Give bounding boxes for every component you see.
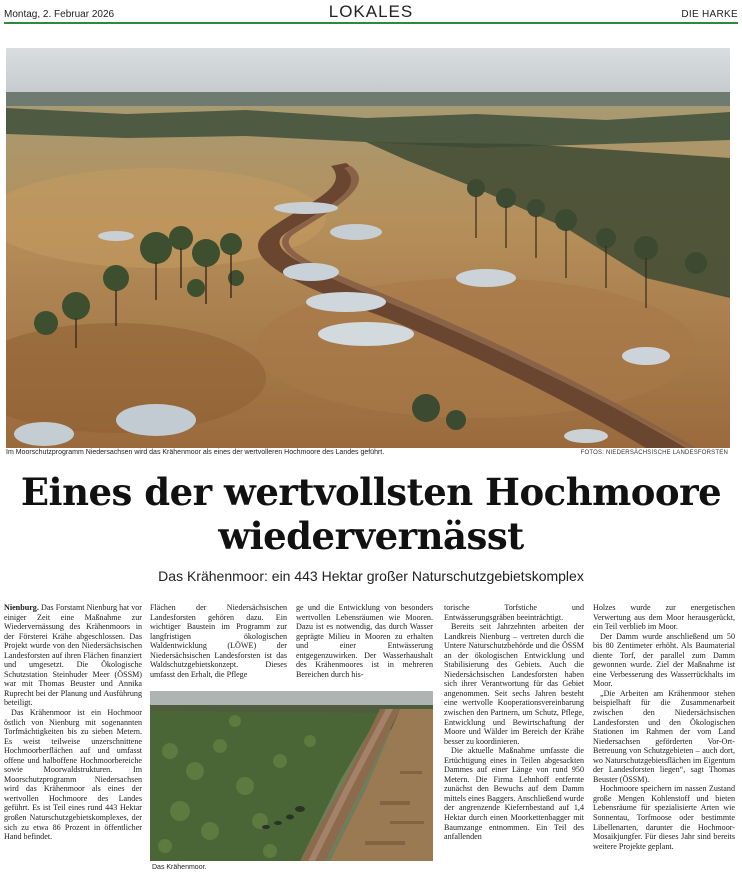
headline [0, 470, 742, 558]
article-column-2 [150, 603, 287, 679]
aerial-moor-illustration [6, 48, 730, 448]
dam-aerial-illustration [150, 691, 433, 861]
article-column-4 [444, 603, 584, 842]
secondary-photo [150, 691, 433, 861]
paragraph: torische Torfstiche und Entwässerungsgräben beeinträchtigt. [444, 603, 584, 622]
headline-line-1: Eines der wertvollsten Hochmoore [20, 470, 722, 514]
paragraph-text: Das Forstamt Nienburg hat vor einiger Zeit eine Maßnahme zur Wiedervernässung des Krähenmoors in der Försterei Krähe abgeschlossen. Das Projekt wurde von den Niedersächsischen Landesforsten auf ihren Flächen finanziert und umgesetzt. Die Ökologische Schutzstation Steinhuder Meer (ÖSSM) war mit Thomas Beuster und Annika Ruprecht bei der Planung und Ausführung beteiligt. [4, 603, 142, 708]
issue-date: Montag, 2. Februar 2026 [4, 9, 115, 20]
paragraph: Flächen der Niedersächsischen Landesforsten gehören dazu. Ein wichtiger Baustein im Programm zur langfristigen ökologischen Waldentwicklung (LÖWE) der Niedersächsischen Landesforsten ist das Waldschutzgebietskonzept. Dieses umfasst den Erhalt, die Pflege [150, 603, 287, 679]
dateline: Nienburg. [4, 603, 39, 612]
masthead [4, 2, 738, 24]
article-column-5 [593, 603, 735, 851]
main-photo-caption: Im Moorschutzprogramm Niedersachsen wird das Krähenmoor als eines der wertvolleren Hochmoore des Landes geführt. [6, 449, 385, 456]
article-column-1 [4, 603, 142, 842]
paragraph: „Die Arbeiten am Krähenmoor stehen beispielhaft für die Zusammenarbeit zwischen den Niedersächsischen Landesforsten und den Ökologischen Stationen im Rahmen der vom Land Niedersachsen geförderten Vor-Ort-Betreuung von Schutzgebieten – auch dort, wo Naturschutzgebietsflächen im Eigentum der Landesforsten liegen“, sagt Thomas Beuster (ÖSSM). [593, 688, 735, 784]
newspaper-name: DIE HARKE [681, 9, 738, 20]
photo-credit: FOTOS: NIEDERSÄCHSISCHE LANDESFORSTEN [580, 450, 728, 456]
paragraph: Bereits seit Jahrzehnten arbeiten der Landkreis Nienburg – vertreten durch die Untere Naturschutzbehörde und die ÖSSM an der ökologischen Entwicklung und Stabilisierung des Gebiets. Auch die Niedersächsischen Landesforsten haben sich ihrer Verantwortung für das Gebiet angenommen. Seit sechs Jahren besteht eine wertvolle Kooperationsvereinbarung zwischen den Partnern, um Schutz, Pflege, Entwicklung und Bewirtschaftung der Moore und Wälder im Bereich der Krähe besser zu koordinieren. [444, 622, 584, 746]
subheadline: Das Krähenmoor: ein 443 Hektar großer Naturschutzgebietskomplex [158, 568, 584, 584]
masthead-rule [4, 22, 738, 24]
paragraph: ge und die Entwicklung von besonders wertvollen Lebensräumen wie Mooren. Dazu ist es notwendig, das durch Wasser geprägte Milieu in Mooren zu erhalten und einer Entwässerung entgegenzuwirken. Der Wasserhaushalt des Krähenmoores ist in mehreren Bereichen durch his- [296, 603, 433, 679]
paragraph: Holzes wurde zur energetischen Verwertung aus dem Moor herausgerückt, ein Teil verblieb im Moor. [593, 603, 735, 632]
section-title: LOKALES [328, 2, 414, 21]
paragraph: Das Krähenmoor ist ein Hochmoor östlich von Nienburg mit sogenannten Torfmächtigkeiten bis zu sieben Metern. Es weist teilweise unzerschnittene Hochmoorberflächen auf und umfasst offene und halboffene Hochmoorbereiche sowie Moorwaldstrukturen. Im Moorschutzprogramm Niedersachsen wird das Krähenmoor als eines der wertvollen Hochmoore des Landes geführt. Es ist Teil eines rund 443 Hektar großen Naturschutzgebietskomplexes, der sich zu etwa 86 Prozent in öffentlicher Hand befindet. [4, 708, 142, 842]
paragraph: Hochmoore speichern im nassen Zustand große Mengen Kohlenstoff und bieten Lebensräume für spezialisierte Arten wie Sonnentau, Torfmoose oder bestimmte Libellenarten, darunter die Hochmoor-Mosaikjungfer. Für dieses Jahr sind bereits weitere Projekte geplant. [593, 784, 735, 851]
main-photo [6, 48, 730, 448]
paragraph: Die aktuelle Maßnahme umfasste die Ertüchtigung eines in Teilen abgesackten Dammes auf einer Länge von rund 950 Metern. Die Firma Lehnhoff entfernte zunächst den Bewuchs auf dem Damm mittels eines Baggers. Anschließend wurde der angrenzende Kiefernbestand auf 1,4 Hektar durch einen Moorkettenbagger mit Baumzange entnommen. Ein Teil des anfallenden [444, 746, 584, 842]
paragraph: Der Damm wurde anschließend um 50 bis 80 Zentimeter erhöht. Als Baumaterial diente Torf, der parallel zum Damm gewonnen wurde. Ziel der Maßnahme ist eine Verbesserung des Wasserrückhalts im Moor. [593, 631, 735, 689]
headline-line-2: wiedervernässt [218, 514, 524, 558]
paragraph [4, 603, 142, 708]
article-column-3 [296, 603, 433, 679]
secondary-photo-caption: Das Krähenmoor. [152, 864, 207, 871]
